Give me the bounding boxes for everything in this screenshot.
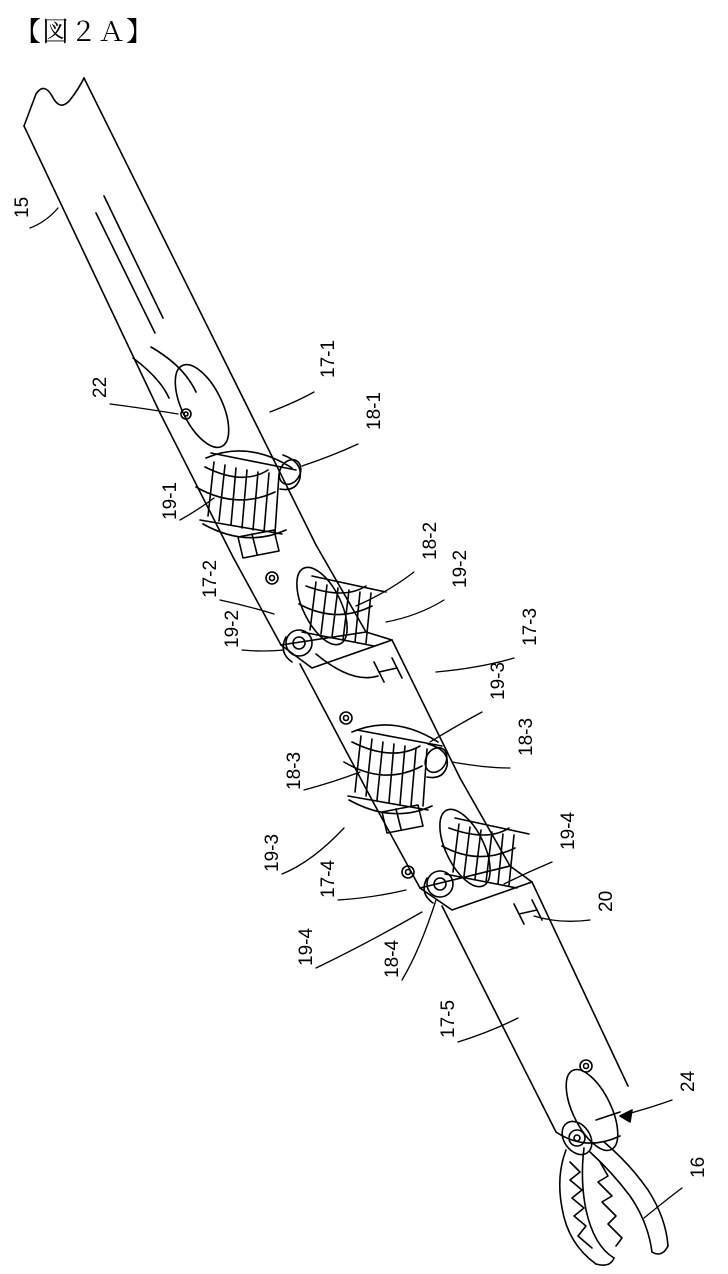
ref-label-19-3-left: 19-3 — [262, 833, 283, 872]
ref-label-17-1: 17-1 — [318, 339, 339, 378]
ref-label-19-3-right: 19-3 — [488, 661, 509, 700]
ref-label-24: 24 — [678, 1070, 699, 1092]
ref-label-22: 22 — [90, 376, 111, 398]
ref-label-20: 20 — [596, 890, 617, 912]
ref-label-18-3-left: 18-3 — [284, 751, 305, 790]
ref-label-18-4: 18-4 — [382, 939, 403, 978]
ref-label-18-3-right: 18-3 — [516, 717, 537, 756]
ref-label-17-3: 17-3 — [520, 607, 541, 646]
ref-label-17-4: 17-4 — [318, 859, 339, 898]
ref-label-19-4-left: 19-4 — [296, 927, 317, 966]
ref-label-19-2-left: 19-2 — [222, 609, 243, 648]
figure-title: 【図２Ａ】 — [14, 17, 154, 48]
ref-label-19-1: 19-1 — [160, 481, 181, 520]
ref-label-17-2: 17-2 — [200, 559, 221, 598]
ref-label-18-2: 18-2 — [420, 521, 441, 560]
ref-label-15: 15 — [12, 196, 33, 218]
ref-label-18-1: 18-1 — [364, 391, 385, 430]
ref-label-19-4-right: 19-4 — [558, 811, 579, 850]
ref-label-19-2-right: 19-2 — [450, 549, 471, 588]
ref-label-17-5: 17-5 — [438, 999, 459, 1038]
ref-label-16: 16 — [688, 1156, 709, 1178]
